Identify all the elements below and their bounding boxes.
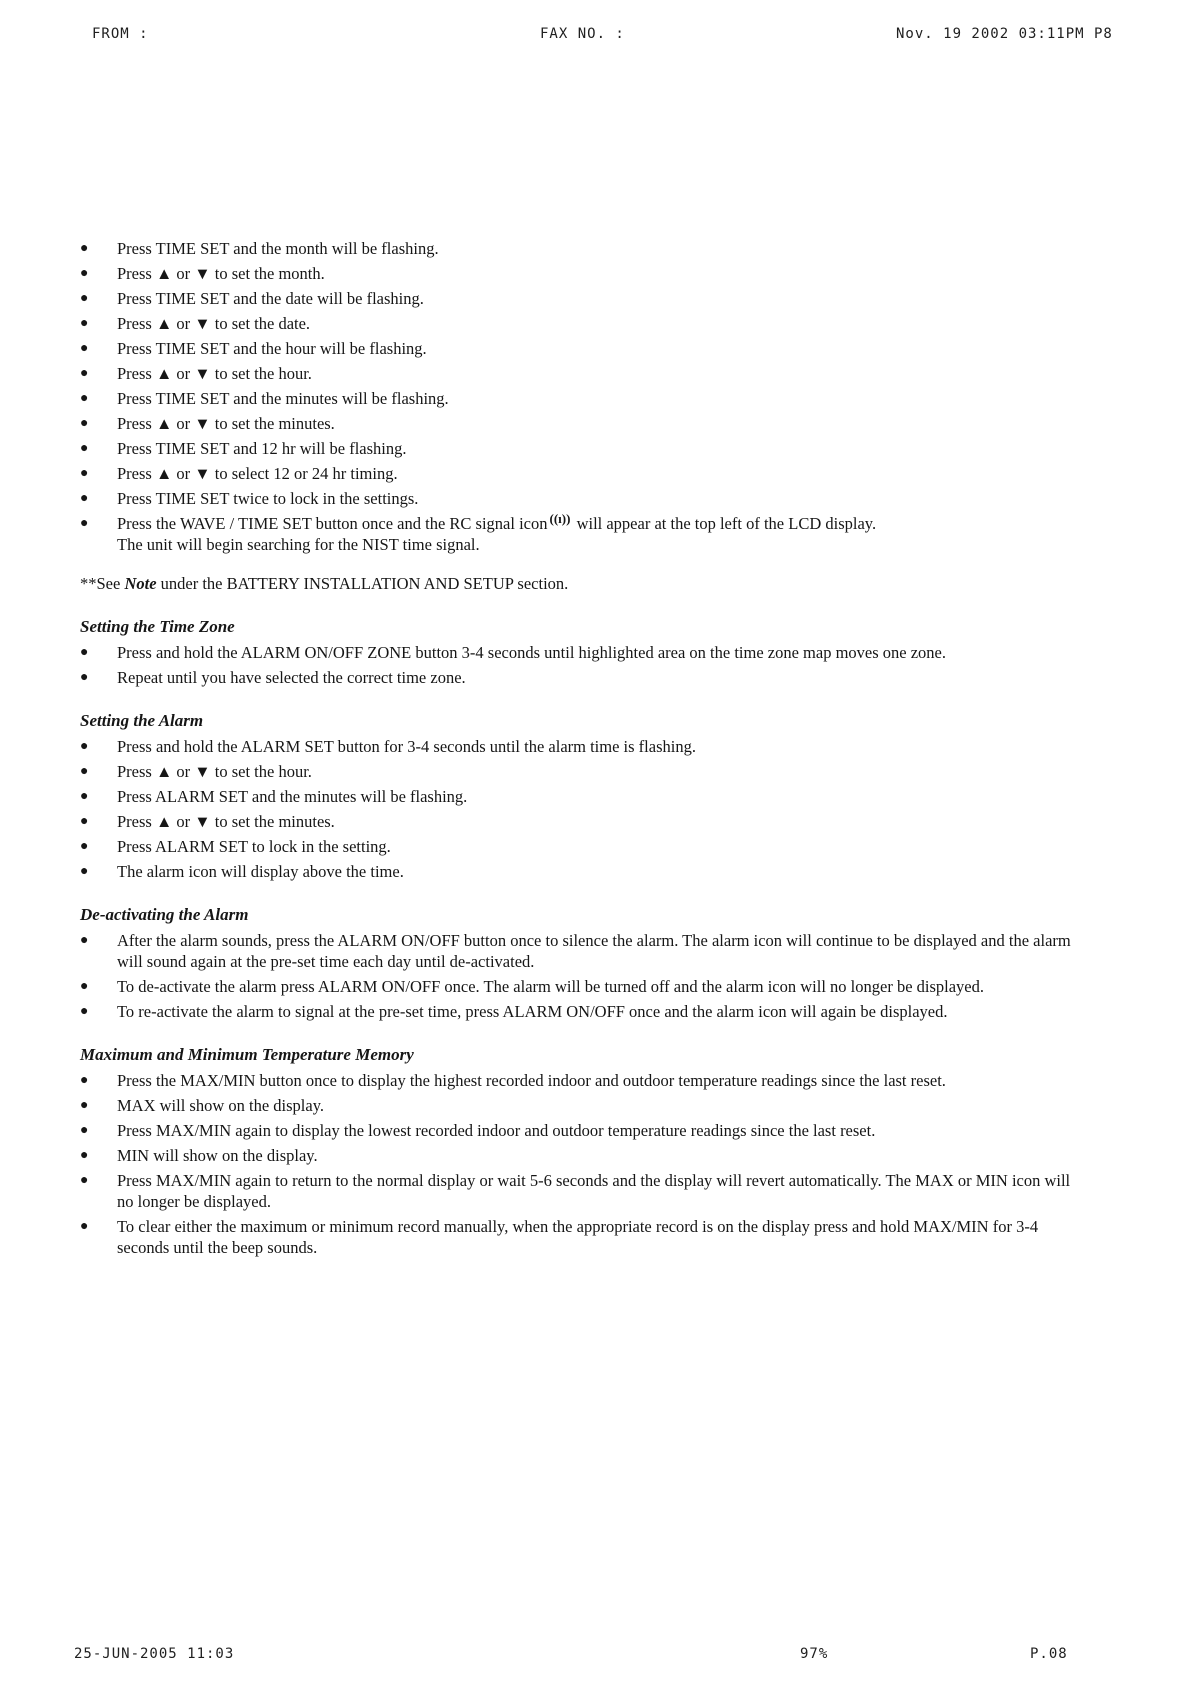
list-item: ● Press MAX/MIN again to display the lowest recorded indoor and outdoor temperature readings since the last reset.: [80, 1121, 876, 1140]
bullet-icon: ●: [80, 1123, 89, 1138]
bullet-icon: ●: [80, 441, 89, 456]
maxmin-list: [80, 1070, 1090, 1258]
fax-number: FAX NO. :: [540, 26, 625, 42]
bullet-icon: ●: [80, 1173, 89, 1188]
bullet-icon: ●: [80, 1098, 89, 1113]
bullet-icon: ●: [80, 839, 89, 854]
list-item: ● Press MAX/MIN again to return to the normal display or wait 5-6 seconds and the display will revert automatically. The MAX or MIN icon will no longer be displayed.: [80, 1171, 1071, 1211]
list-item: ● Press TIME SET twice to lock in the settings.: [80, 489, 419, 508]
time-zone-heading: Setting the Time Zone: [80, 617, 235, 636]
bullet-icon: ●: [80, 391, 89, 406]
list-item: ● Press TIME SET and the minutes will be flashing.: [80, 389, 449, 408]
fax-from: FROM :: [92, 26, 149, 42]
bullet-icon: ●: [80, 1004, 89, 1019]
bullet-icon: ●: [80, 416, 89, 431]
list-item: ● Press ▲ or ▼ to set the minutes.: [80, 414, 335, 433]
time-zone-list: [80, 642, 1090, 688]
list-item: ● Press the WAVE / TIME SET button once and the RC signal icon ((ı)) will appear at the top left of the LCD display. The unit will begin searching for the NIST time signal.: [80, 511, 877, 554]
bullet-icon: ●: [80, 1148, 89, 1163]
list-item: ● Press ▲ or ▼ to set the hour.: [80, 364, 312, 383]
list-item: ● MIN will show on the display.: [80, 1146, 318, 1165]
fax-header: [0, 26, 1188, 46]
time-setting-list: [80, 238, 1090, 555]
list-item: ● Press and hold the ALARM ON/OFF ZONE button 3-4 seconds until highlighted area on the time zone map moves one zone.: [80, 643, 946, 662]
list-item: ● After the alarm sounds, press the ALARM ON/OFF button once to silence the alarm. The alarm icon will continue to be displayed and the alarm will sound again at the pre-set time each day until de-activated.: [80, 931, 1071, 971]
fax-footer-percent: 97%: [800, 1646, 829, 1662]
bullet-icon: ●: [80, 670, 89, 685]
bullet-icon: ●: [80, 341, 89, 356]
fax-footer-page: P.08: [1030, 1646, 1068, 1662]
bullet-icon: ●: [80, 789, 89, 804]
list-item: ● To clear either the maximum or minimum record manually, when the appropriate record is on the display press and hold MAX/MIN for 3-4 seconds until the beep sounds.: [80, 1217, 1039, 1257]
alarm-list: [80, 736, 1090, 882]
fax-timestamp: Nov. 19 2002 03:11PM P8: [896, 26, 1113, 42]
list-item: ● Press and hold the ALARM SET button for 3-4 seconds until the alarm time is flashing.: [80, 737, 696, 756]
list-item: ● Repeat until you have selected the correct time zone.: [80, 668, 466, 687]
bullet-icon: ●: [80, 764, 89, 779]
list-item: ● Press ▲ or ▼ to set the hour.: [80, 762, 312, 781]
alarm-heading: Setting the Alarm: [80, 711, 204, 730]
maxmin-heading: Maximum and Minimum Temperature Memory: [80, 1045, 414, 1064]
list-item: ● Press the MAX/MIN button once to display the highest recorded indoor and outdoor temperature readings since the last reset.: [80, 1071, 946, 1090]
bullet-icon: ●: [80, 864, 89, 879]
list-item: ● MAX will show on the display.: [80, 1096, 325, 1115]
bullet-icon: ●: [80, 316, 89, 331]
list-item: ● Press TIME SET and 12 hr will be flashing.: [80, 439, 407, 458]
list-item: ● Press ALARM SET to lock in the setting.: [80, 837, 391, 856]
list-item: ● Press ALARM SET and the minutes will be flashing.: [80, 787, 468, 806]
list-item: ● Press ▲ or ▼ to set the month.: [80, 264, 325, 283]
bullet-icon: ●: [80, 516, 89, 531]
list-item: ● Press ▲ or ▼ to select 12 or 24 hr timing.: [80, 464, 398, 483]
list-item: ● Press TIME SET and the date will be flashing.: [80, 289, 424, 308]
fax-footer: [0, 1646, 1188, 1666]
bullet-icon: ●: [80, 979, 89, 994]
deactivate-heading: De-activating the Alarm: [80, 905, 249, 924]
list-item: ● Press ▲ or ▼ to set the minutes.: [80, 812, 335, 831]
bullet-icon: ●: [80, 933, 89, 948]
fax-footer-datetime: 25-JUN-2005 11:03: [74, 1646, 235, 1662]
rc-signal-icon: ((ı)): [549, 511, 571, 526]
battery-note: **See Note under the BATTERY INSTALLATION AND SETUP section.: [80, 574, 569, 593]
bullet-icon: ●: [80, 491, 89, 506]
list-item: ● Press TIME SET and the month will be flashing.: [80, 239, 439, 258]
bullet-icon: ●: [80, 814, 89, 829]
list-item: ● To re-activate the alarm to signal at the pre-set time, press ALARM ON/OFF once and the alarm icon will again be displayed.: [80, 1002, 948, 1021]
list-item: ● Press ▲ or ▼ to set the date.: [80, 314, 311, 333]
bullet-icon: ●: [80, 291, 89, 306]
bullet-icon: ●: [80, 241, 89, 256]
bullet-icon: ●: [80, 1073, 89, 1088]
bullet-icon: ●: [80, 1219, 89, 1234]
bullet-icon: ●: [80, 739, 89, 754]
list-item: ● The alarm icon will display above the time.: [80, 862, 404, 881]
bullet-icon: ●: [80, 466, 89, 481]
list-item: ● Press TIME SET and the hour will be flashing.: [80, 339, 427, 358]
list-item: ● To de-activate the alarm press ALARM ON/OFF once. The alarm will be turned off and the alarm icon will no longer be displayed.: [80, 977, 985, 996]
bullet-icon: ●: [80, 266, 89, 281]
bullet-icon: ●: [80, 645, 89, 660]
bullet-icon: ●: [80, 366, 89, 381]
deactivate-list: [80, 930, 1090, 1022]
document-body: [80, 238, 1090, 1262]
